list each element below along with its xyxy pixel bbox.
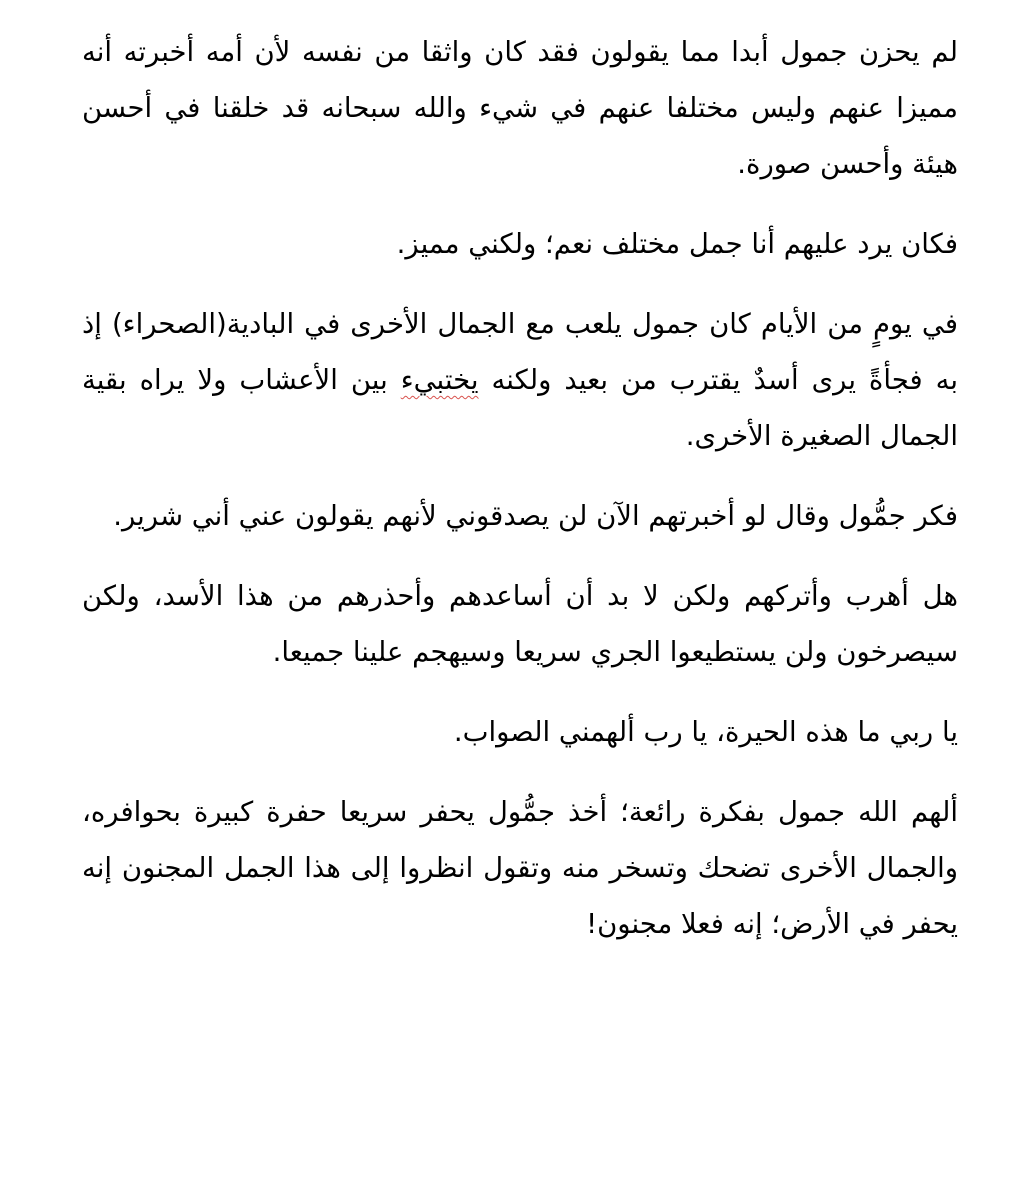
paragraph-7 <box>82 784 958 952</box>
paragraph-2 <box>82 216 958 272</box>
paragraph-3-text-start: في يومٍ من الأيام كان جمول يلعب مع الجمال الأخرى في البادية(الصحراء) إذ به فجأةً يرى أسدٌ يقترب من بعيد ولكنه <box>82 308 958 396</box>
paragraph-6 <box>82 704 958 760</box>
paragraph-1 <box>82 24 958 192</box>
paragraph-2-text: فكان يرد عليهم أنا جمل مختلف نعم؛ ولكني مميز. <box>396 228 958 260</box>
paragraph-4-text: فكر جمُّول وقال لو أخبرتهم الآن لن يصدقوني لأنهم يقولون عني أني شرير. <box>113 500 958 532</box>
misspelled-word[interactable]: يختبيء <box>400 364 479 396</box>
paragraph-1-text: لم يحزن جمول أبدا مما يقولون فقد كان واثقا من نفسه لأن أمه أخبرته أنه مميزا عنهم وليس مختلفا عنهم في شيء والله سبحانه قد خلقنا في أحسن هيئة وأحسن صورة. <box>82 36 958 180</box>
paragraph-3-text-end: بين الأعشاب ولا يراه بقية الجمال الصغيرة الأخرى. <box>82 364 958 452</box>
paragraph-5 <box>82 568 958 680</box>
paragraph-3 <box>82 296 958 464</box>
paragraph-6-text: يا ربي ما هذه الحيرة، يا رب ألهمني الصواب. <box>453 716 958 748</box>
paragraph-7-text: ألهم الله جمول بفكرة رائعة؛ أخذ جمُّول يحفر سريعا حفرة كبيرة بحوافره، والجمال الأخرى تضحك وتسخر منه وتقول انظروا إلى هذا الجمل المجنون إنه يحفر في الأرض؛ إنه فعلا مجنون! <box>82 796 958 940</box>
paragraph-4 <box>82 488 958 544</box>
paragraph-5-text: هل أهرب وأتركهم ولكن لا بد أن أساعدهم وأحذرهم من هذا الأسد، ولكن سيصرخون ولن يستطيعوا الجري سريعا وسيهجم علينا جميعا. <box>82 580 958 668</box>
